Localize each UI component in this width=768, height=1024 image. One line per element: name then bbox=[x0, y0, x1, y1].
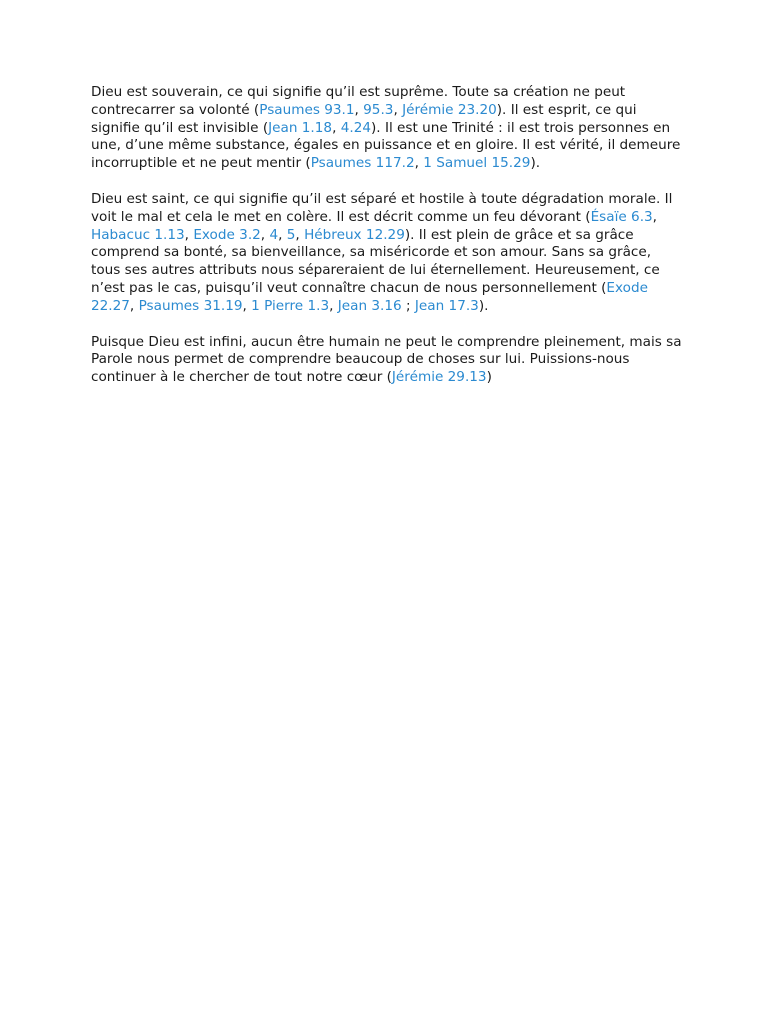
paragraph-text: , bbox=[295, 226, 305, 243]
paragraph-text: ). Il est une Trinité : il est trois personnes en une, d’une même substance, égales en puissance et en gloire. Il est vérité, il demeure incorruptible et ne peut mentir ( bbox=[91, 119, 681, 172]
paragraph-text: ). Il est plein de grâce et sa grâce comprend sa bonté, sa bienveillance, sa miséricorde et son amour. Sans sa grâce, tous ses autres attributs nous sépareraient de lui éternellement. Heureusement, ce n’est pas le cas, puisqu’il veut connaître chacun de nous personnellement ( bbox=[91, 226, 660, 296]
document-body bbox=[91, 84, 683, 405]
scripture-reference-link[interactable]: Exode 3.2 bbox=[193, 226, 261, 243]
scripture-reference-link[interactable]: Jérémie 23.20 bbox=[402, 101, 497, 118]
scripture-reference-link[interactable]: Psaumes 93.1 bbox=[259, 101, 355, 118]
paragraph-text: , bbox=[652, 208, 657, 225]
scripture-reference-link[interactable]: 1 Pierre 1.3 bbox=[251, 297, 330, 314]
paragraph-text: , bbox=[332, 119, 341, 136]
paragraph-text: ). bbox=[530, 155, 541, 172]
scripture-reference-link[interactable]: 1 Samuel 15.29 bbox=[423, 155, 531, 172]
scripture-reference-link[interactable]: Jean 3.16 bbox=[337, 297, 402, 314]
paragraph-text: Puisque Dieu est infini, aucun être humain ne peut le comprendre pleinement, mais sa Parole nous permet de comprendre beaucoup de choses sur lui. Puissions-nous continuer à le chercher de tout notre cœur ( bbox=[91, 333, 682, 386]
paragraph-text: ; bbox=[401, 297, 415, 314]
scripture-reference-link[interactable]: Hébreux 12.29 bbox=[304, 226, 405, 243]
paragraph-text: , bbox=[414, 155, 424, 172]
paragraph-text: ). Il est esprit, ce qui signifie qu’il est invisible ( bbox=[91, 101, 637, 136]
scripture-reference-link[interactable]: 4.24 bbox=[340, 119, 371, 136]
paragraph bbox=[91, 191, 683, 316]
paragraph-text: , bbox=[129, 297, 139, 314]
paragraph-text: , bbox=[242, 297, 252, 314]
scripture-reference-link[interactable]: Ésaïe 6.3 bbox=[590, 208, 653, 225]
paragraph-text: , bbox=[184, 226, 194, 243]
paragraph-text: Dieu est saint, ce qui signifie qu’il est séparé et hostile à toute dégradation morale. Il voit le mal et cela le met en colère. Il est décrit comme un feu dévorant ( bbox=[91, 190, 673, 225]
scripture-reference-link[interactable]: Psaumes 31.19 bbox=[138, 297, 243, 314]
paragraph-text: , bbox=[329, 297, 338, 314]
paragraph-text: , bbox=[354, 101, 364, 118]
paragraph bbox=[91, 84, 683, 173]
scripture-reference-link[interactable]: Exode 22.27 bbox=[91, 279, 648, 314]
scripture-reference-link[interactable]: Habacuc 1.13 bbox=[91, 226, 185, 243]
paragraph-text: Dieu est souverain, ce qui signifie qu’il est suprême. Toute sa création ne peut contrecarrer sa volonté ( bbox=[91, 84, 626, 118]
scripture-reference-link[interactable]: 5 bbox=[286, 226, 296, 243]
scripture-reference-link[interactable]: Jean 17.3 bbox=[414, 297, 479, 314]
paragraph-text: ). bbox=[478, 297, 489, 314]
scripture-reference-link[interactable]: Jérémie 29.13 bbox=[391, 369, 487, 386]
scripture-reference-link[interactable]: Jean 1.18 bbox=[268, 119, 333, 136]
paragraph-text: , bbox=[393, 101, 403, 118]
paragraph-text: , bbox=[278, 226, 287, 243]
paragraph-text: , bbox=[260, 226, 270, 243]
scripture-reference-link[interactable]: Psaumes 117.2 bbox=[310, 155, 415, 172]
scripture-reference-link[interactable]: 4 bbox=[269, 226, 279, 243]
paragraph bbox=[91, 334, 683, 387]
paragraph-text: ) bbox=[486, 369, 492, 386]
scripture-reference-link[interactable]: 95.3 bbox=[363, 101, 394, 118]
